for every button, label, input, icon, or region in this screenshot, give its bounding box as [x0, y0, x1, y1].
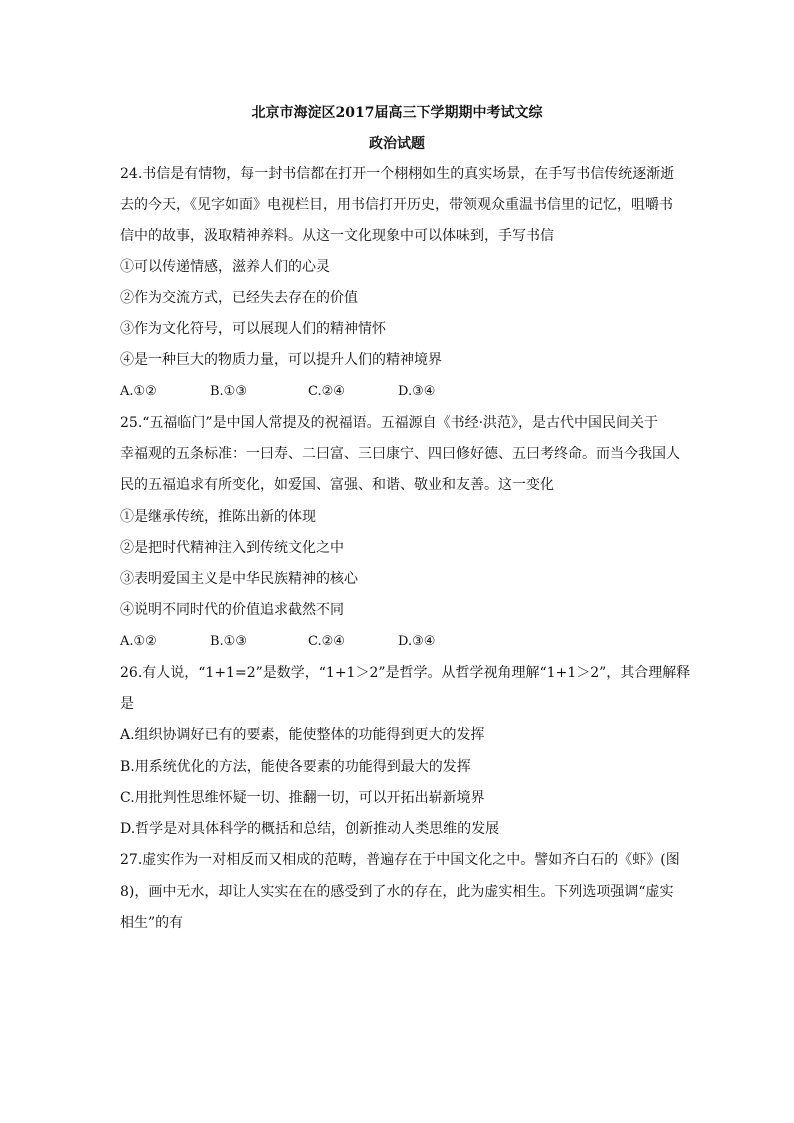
q25-option-b: B.①③ [210, 634, 247, 649]
q25-option-d: D.③④ [398, 634, 436, 649]
q24-item-2: ②作为交流方式，已经失去存在的价值 [120, 290, 358, 306]
q24-item-4: ④是一种巨大的物质力量，可以提升人们的精神境界 [120, 352, 442, 368]
q25-item-1: ①是继承传统，推陈出新的体现 [120, 509, 316, 525]
q24-option-d: D.③④ [398, 384, 436, 399]
q26-line-1: 26.有人说，“1+1=2”是数学，“1+1＞2”是哲学。从哲学视角理解“1+1＞2”，其合理解释 [120, 665, 691, 681]
q25-item-3: ③表明爱国主义是中华民族精神的核心 [120, 571, 358, 587]
q25-line-2: 幸福观的五条标准：一曰寿、二曰富、三曰康宁、四曰修好德、五曰考终命。而当今我国人 [120, 446, 680, 462]
q24-option-c: C.②④ [308, 384, 345, 399]
q25-option-c: C.②④ [308, 634, 345, 649]
q27-line-1: 27.虚实作为一对相反而又相成的范畴，普遍存在于中国文化之中。譬如齐白石的《虾》(图 [120, 852, 680, 868]
q27-line-3: 相生”的有 [120, 915, 184, 931]
document-subtitle: 政治试题 [369, 136, 425, 152]
q24-item-3: ③作为文化符号，可以展现人们的精神情怀 [120, 321, 386, 337]
q25-line-1: 25.“五福临门”是中国人常提及的祝福语。五福源自《书经·洪范》，是古代中国民间关于 [120, 415, 659, 431]
q25-line-3: 民的五福追求有所变化，如爱国、富强、和谐、敬业和友善。这一变化 [120, 477, 554, 493]
q24-option-b: B.①③ [210, 384, 247, 399]
q25-option-a: A.①② [120, 634, 157, 649]
q24-item-1: ①可以传递情感，滋养人们的心灵 [120, 259, 330, 275]
q27-line-2: 8)，画中无水，却让人实实在在的感受到了水的存在，此为虚实相生。下列选项强调“虚实 [120, 884, 674, 900]
q25-item-2: ②是把时代精神注入到传统文化之中 [120, 540, 344, 556]
q24-line-2: 去的今天，《见字如面》电视栏目，用书信打开历史，带领观众重温书信里的记忆，咀嚼书 [120, 197, 673, 213]
q26-option-c: C.用批判性思维怀疑一切、推翻一切，可以开拓出崭新境界 [120, 790, 485, 806]
q24-line-1: 24.书信是有情物，每一封书信都在打开一个栩栩如生的真实场景，在手写书信传统逐渐逝 [120, 166, 675, 182]
q26-option-d: D.哲学是对具体科学的概括和总结，创新推动人类思维的发展 [120, 821, 500, 837]
q26-option-b: B.用系统优化的方法，能使各要素的功能得到最大的发挥 [120, 759, 471, 775]
q26-option-a: A.组织协调好已有的要素，能使整体的功能得到更大的发挥 [120, 727, 485, 743]
q25-item-4: ④说明不同时代的价值追求截然不同 [120, 602, 344, 618]
q24-option-a: A.①② [120, 384, 157, 399]
document-title: 北京市海淀区2017届高三下学期期中考试文综 [251, 105, 543, 121]
q26-line-2: 是 [120, 696, 134, 712]
q24-line-3: 信中的故事，汲取精神养料。从这一文化现象中可以体味到，手写书信 [120, 228, 554, 244]
